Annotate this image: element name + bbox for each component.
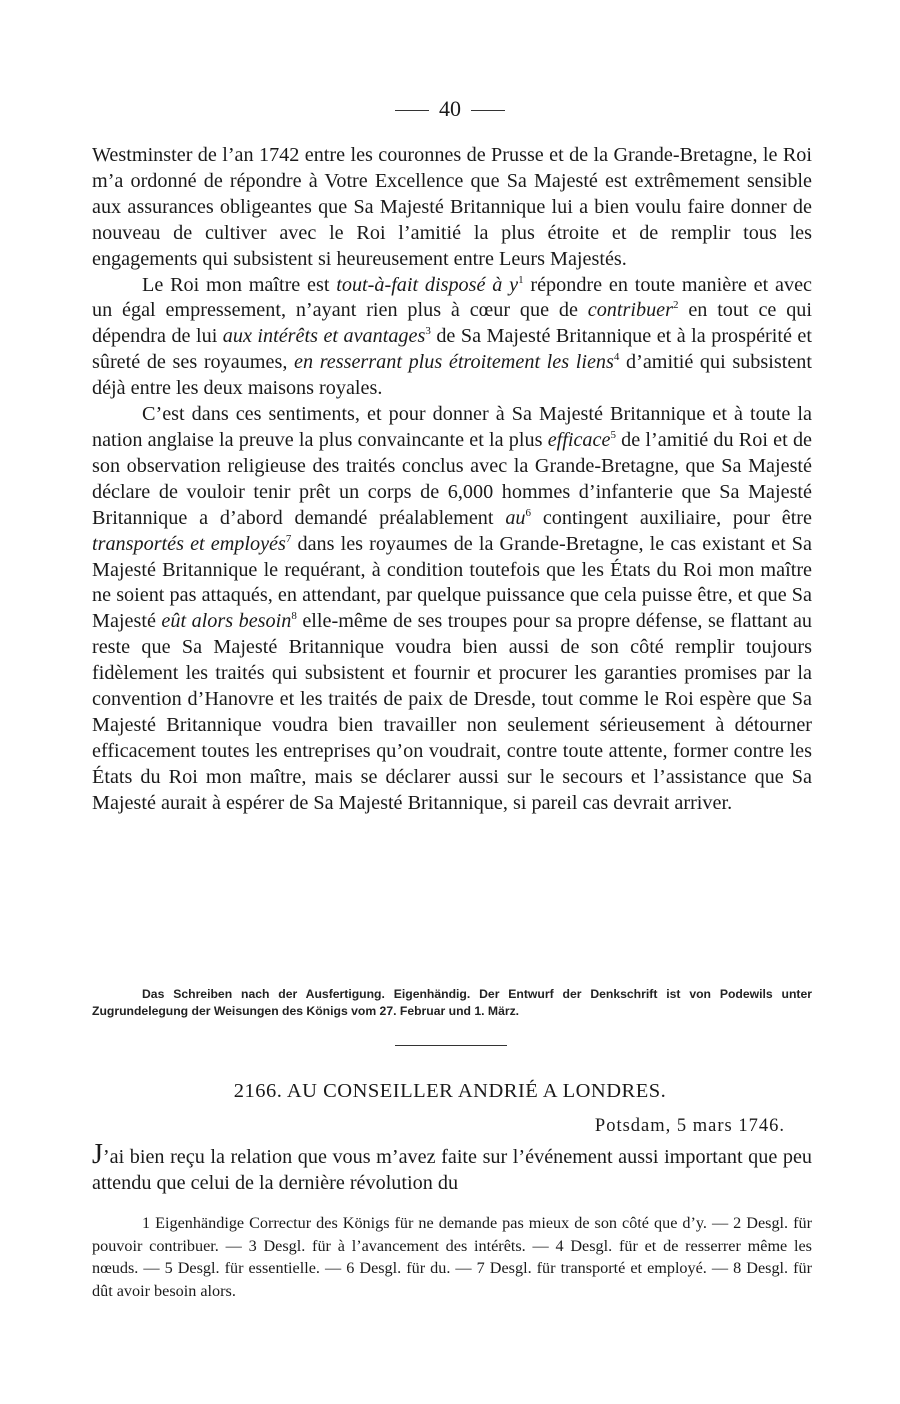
- text-span: contingent auxiliaire, pour être: [531, 506, 812, 529]
- footnote-ref: 8: [291, 610, 297, 623]
- page-number: 40: [439, 96, 461, 121]
- italic-correction: aux intérêts et avantages: [222, 325, 426, 348]
- text-span: répondre en toute manière et avec un égal empressement, n’ayant rien plus à cœur que de: [92, 273, 812, 322]
- footnote-ref: 6: [525, 506, 531, 519]
- footnote-block: 1 Eigenhändige Correctur des Königs für ne demande pas mieux de son côté que d’y. — 2 Desgl. für pouvoir contribuer. — 3 Desgl. für à l’avancement des intérêts. — 4 Desgl. für et de resserrer même les nœuds. — 5 Desgl. für essentielle. — 6 Desgl. für du. — 7 Desgl. für transporté et employé. — 8 Desgl. für dût avoir besoin alors.: [92, 1214, 812, 1300]
- italic-correction: transportés et employés: [92, 532, 286, 555]
- italic-correction: efficace: [547, 428, 611, 451]
- text-span: d’amitié qui subsistent déjà entre les deux maisons royales.: [92, 351, 812, 400]
- main-text: [92, 143, 812, 817]
- footnote-ref: 5: [610, 428, 616, 441]
- italic-correction: eût alors besoin: [161, 610, 292, 633]
- text-span: C’est dans ces sentiments, et pour donner à Sa Majesté Britannique et à toute la nation anglaise la preuve la plus convaincante et la plus: [92, 403, 812, 451]
- page-header: [0, 96, 900, 122]
- header-dash-left: [395, 110, 429, 111]
- footnotes: [92, 1212, 812, 1302]
- italic-correction: tout-à-fait disposé à y: [336, 273, 519, 296]
- italic-correction: contribuer: [587, 299, 673, 322]
- footnote-ref: 3: [425, 325, 431, 338]
- paragraph-1: Westminster de l’an 1742 entre les couronnes de Prusse et de la Grande-Bretagne, le Roi m’a ordonné de répondre à Votre Excellence que Sa Majesté est extrêmement sensible aux assurances obligeantes que Sa Majesté Britannique lui a bien voulu faire donner de nouveau de cultiver avec le Roi l’amitié la plus étroite et de remplir tous les engagements qui subsistent si heureusement entre Leurs Majestés.: [92, 144, 812, 270]
- header-dash-right: [471, 110, 505, 111]
- text-span: en tout ce qui dépendra de lui: [92, 299, 812, 348]
- text-span: elle-même de ses troupes pour sa propre défense, se flattant au reste que Sa Majesté Britannique voudra bien aussi de son côté remplir toujours fidèlement les traités qui subsistent et fournir et procurer les garanties promises par la convention d’Hanovre et les traités de paix de Dresde, tout comme le Roi espère que Sa Majesté Britannique voudra bien travailler non seulement sérieusement à détourner efficacement toutes les entreprises qu’on voudrait, contre toute attente, former contre les États du Roi mon maître, mais se déclarer aussi sur le secours et l’assistance que Sa Majesté aurait à espérer de Sa Majesté Britannique, si pareil cas devrait arriver.: [92, 610, 812, 814]
- section-divider: [395, 1045, 507, 1046]
- italic-correction: au: [505, 506, 526, 529]
- opening-text: ’ai bien reçu la relation que vous m’avez faite sur l’événement aussi important que peu attendu que celui de la dernière révolution du: [92, 1146, 812, 1194]
- footnote-ref: 7: [285, 532, 292, 545]
- footnote-ref: 2: [672, 299, 679, 312]
- section-title: 2166. AU CONSEILLER ANDRIÉ A LONDRES.: [233, 1080, 667, 1102]
- dateline: Potsdam, 5 mars 1746.: [594, 1116, 785, 1136]
- paragraph-2: [92, 273, 812, 403]
- opening-capital: J: [92, 1139, 103, 1170]
- text-span: dans les royaumes de la Grande-Bretagne, le cas existant et Sa Majesté Britannique le requérant, à condition toutefois que les États du Roi mon maître ne soient pas attaqués, en attendant, par quelque puissance que cela puisse être, et que Sa Majesté: [92, 532, 812, 633]
- text-span: Le Roi mon maître est: [142, 273, 337, 296]
- italic-correction: en resserrant plus étroitement les liens: [294, 351, 614, 374]
- source-note: Das Schreiben nach der Ausfertigung. Eigenhändig. Der Entwurf der Denkschrift ist von Podewils unter Zugrundelegung der Weisungen des Königs vom 27. Februar und 1. März.: [92, 987, 812, 1018]
- text-span: de l’amitié du Roi et de son observation religieuse des traités conclus avec la Grande-Bretagne, que Sa Majesté déclare de vouloir tenir prêt un corps de 6,000 hommes d’infanterie que Sa Majesté Britannique a d’abord demandé préalablement: [92, 428, 813, 529]
- footnote-ref: 1: [518, 273, 524, 286]
- footnote-ref: 4: [613, 351, 620, 364]
- paragraph-3: [92, 402, 812, 817]
- text-span: de Sa Majesté Britannique et à la prospérité et sûreté de ses royaumes,: [92, 325, 812, 374]
- letter-opening: [92, 1139, 812, 1196]
